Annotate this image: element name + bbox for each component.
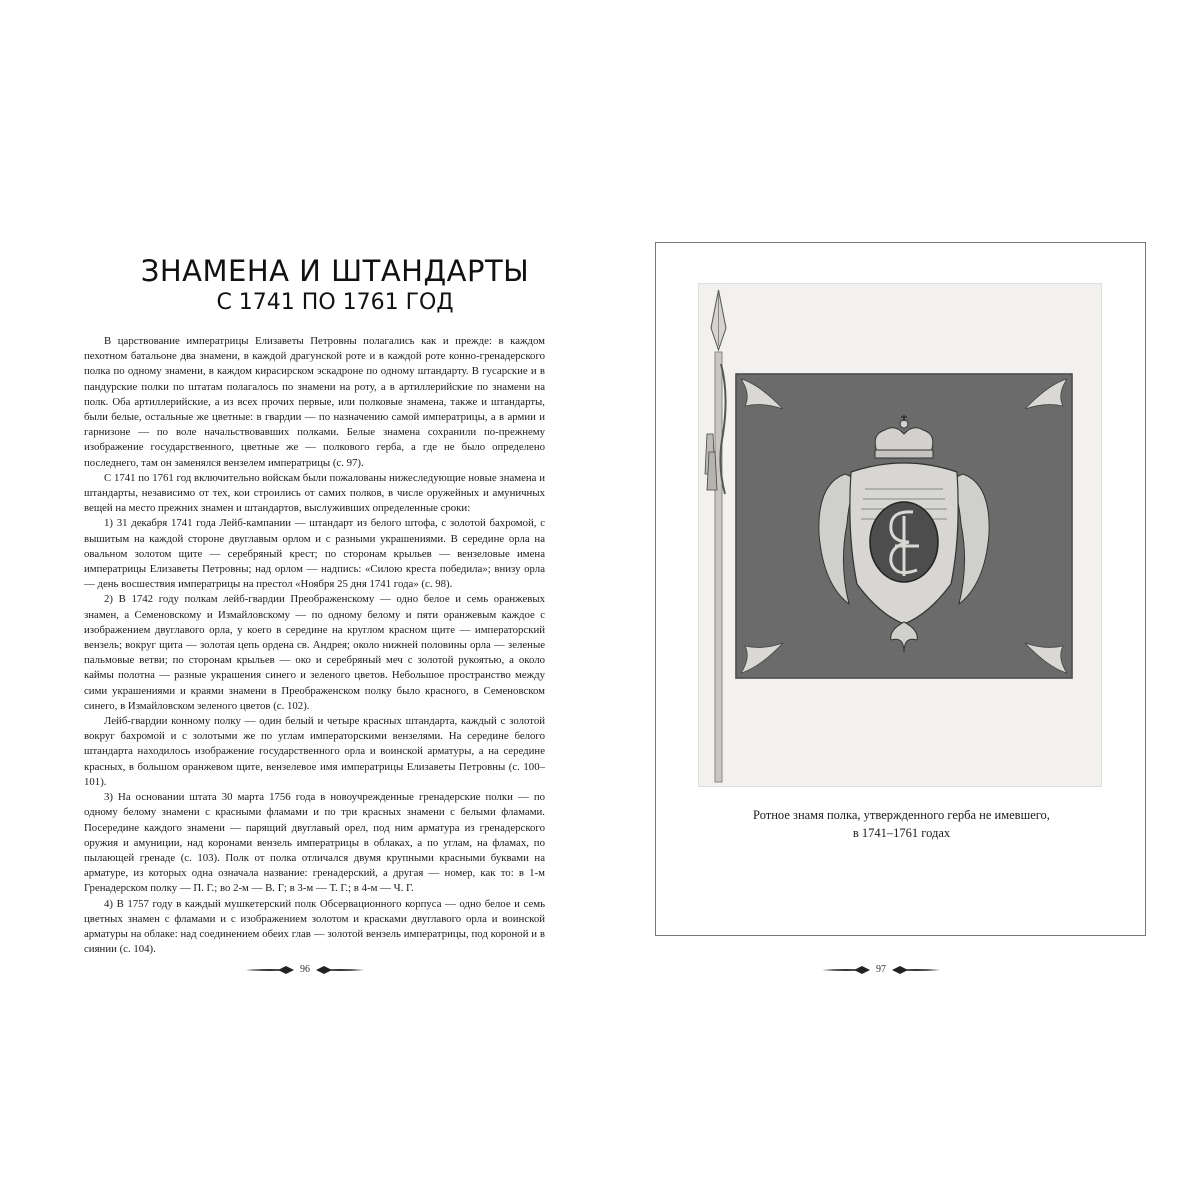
paragraph: 4) В 1757 году в каждый мушкетерский полк Обсервационного корпуса — одно белое и семь цветных знамен с фламами и с изображением золотом и красками двуглавого орла и воинской арматуры на облаке: над соединением обеих глав — золотой вензель императрицы, под короной и в сиянии (с. 104). [84, 897, 545, 956]
paragraph: Лейб-гвардии конному полку — один белый и четыре красных штандарта, каждый с золотой вокруг бахромой и с золотыми же по углам императорскими вензелями. На середине белого штандарта находилось изображение государственного орла и воинской арматуры, а на середине красных, в большом оранжевом щите, вензелевое имя императрицы Елизаветы Петровны (с. 100–101). [84, 715, 545, 788]
page-number-right [822, 964, 940, 975]
chapter-title: ЗНАМЕНА И ШТАНДАРТЫ [140, 254, 530, 288]
body-text [84, 334, 545, 957]
page-number-text: 97 [876, 964, 886, 975]
illustration-caption [676, 806, 1127, 842]
page-number-left [246, 964, 364, 975]
regimental-flag-illustration [699, 284, 1103, 788]
chapter-subtitle: С 1741 ПО 1761 ГОД [216, 290, 454, 315]
illustration-plate [698, 283, 1102, 787]
tassel-icon [707, 452, 717, 490]
paragraph: 1) 31 декабря 1741 года Лейб-кампании — штандарт из белого штофа, с золотой бахромой, с вышитым на каждой стороне двуглавым орлом и с разными украшениями. В середине орла на овальном золотом щите — серебряный крест; по сторонам крыльев — вензеловые имена императрицы Елизаветы Петровны; над орлом — надпись: «Силою креста победила»; внизу орла — день восшествия императрицы на престол «Ноября 25 дня 1741 года» (с. 98). [84, 517, 545, 591]
paragraph: С 1741 по 1761 год включительно войскам были пожалованы нижеследующие новые знамена и штандарты, независимо от тех, кои строились от самих полков, в числе оружейных и амуничных вещей на место прежних знамен и штандартов, выслуживших определенные сроки: [84, 471, 545, 515]
page-number-text: 96 [300, 964, 310, 975]
paragraph: В царствование императрицы Елизаветы Петровны полагались как и прежде: в каждом пехотном батальоне два знамени, в каждой драгунской роте и в каждой роте конно-гренадерского полка по одному знамени, в каждом кирасирском эскадроне по одному штандарту. В гусарские и в пандурские полки по штатам полагалось по знамени на роту, а в артиллерийские по знамени на полк. Оба артиллерийские, а из всех прочих первые, или полковые знамена, также и штандарты, были белые, остальные же цветные: в гвардии — по назначению самой императрицы, а в армии и гарнизоне — по воле начальствовавших полками. Белые знамена сохранили по-прежнему изображение государственного, цветные же — полкового герба, а где не было определено последнего, там он заменялся вензелем императрицы (с. 97). [84, 335, 545, 469]
ornament-right-icon [892, 965, 940, 975]
ornament-right-icon [316, 965, 364, 975]
ornament-left-icon [822, 965, 870, 975]
ornament-left-icon [246, 965, 294, 975]
caption-line: Ротное знамя полка, утвержденного герба не имевшего, [753, 808, 1050, 822]
paragraph: 3) На основании штата 30 марта 1756 года в новоучрежденные гренадерские полки — по одному белому знамени с красными фламами и по три красных знамени с белыми фламами. Посередине каждого знамени — парящий двуглавый орел, под ним арматура из гренадерского оружия и амуниции, над коронами вензель императрицы в облаках, а по углам, на фламах, по пылающей гренаде (с. 103). Полк от полка отличался двумя крупными красными буквами на арматуре, из которых одна означала название: гренадерский, а другая — номер, как то: в 1-м Гренадерском полку — П. Г.; во 2-м — В. Г; в 3-м — Т. Г.; в 4-м — Ч. Г. [84, 791, 545, 895]
right-page [600, 0, 1200, 1200]
paragraph: 2) В 1742 году полкам лейб-гвардии Преображенскому — одно белое и семь оранжевых знамен, а Семеновскому и Измайловскому — по одному белому и пяти оранжевым каждое с изображением двуглавого орла, у коего в середине на круглом красном щите — императорский вензель; вокруг щита — золотая цепь ордена св. Андрея; около нижней половины орла — зеленые пальмовые ветви; по сторонам крыльев — око и серебряный меч с золотой рукоятью, а около каймы полотна — разные украшения синего и зеленого цветов. Небольшое пространство между сими украшениями и краями знамени в Преображенском полку было красного, в Семеновском синего, в Измайловском зеленого цветов (с. 102). [84, 593, 545, 712]
caption-line: в 1741–1761 годах [852, 826, 951, 840]
illustration-frame [655, 242, 1146, 936]
flag-pole [715, 352, 722, 782]
